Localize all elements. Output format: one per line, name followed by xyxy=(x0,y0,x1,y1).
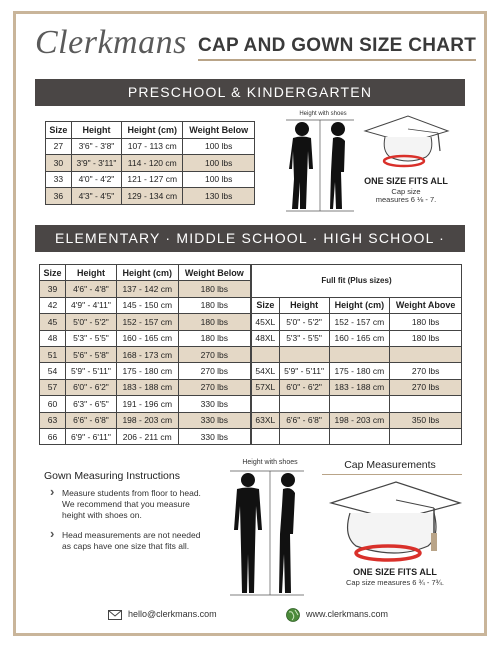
table-cell: 330 lbs xyxy=(178,412,250,428)
table-cell: 6'6" - 6'8" xyxy=(66,412,117,428)
table-cell: 4'0" - 4'2" xyxy=(71,171,121,188)
table-row xyxy=(40,428,251,444)
full-fit-size-table xyxy=(251,264,462,445)
table-cell: 5'9" - 5'11" xyxy=(279,363,329,379)
table-cell: 198 - 203 cm xyxy=(116,412,178,428)
elementary-heading: ELEMENTARY · MIDDLE SCHOOL · HIGH SCHOOL · xyxy=(35,225,465,252)
table-cell xyxy=(329,346,390,362)
table-cell: 5'6" - 5'8" xyxy=(66,346,117,362)
cap-title-underline xyxy=(322,474,462,475)
table-header-row xyxy=(40,265,251,281)
table-cell: 45 xyxy=(40,314,66,330)
table-cell: 160 - 165 cm xyxy=(329,330,390,346)
table-cell: 129 - 134 cm xyxy=(122,188,183,205)
standard-size-table xyxy=(39,264,251,445)
table-cell: 175 - 180 cm xyxy=(116,363,178,379)
table-row xyxy=(40,330,251,346)
table-row xyxy=(252,363,462,379)
figure-label: Height with shoes xyxy=(299,111,347,117)
table-row xyxy=(40,396,251,412)
table-cell xyxy=(279,396,329,412)
table-cell: 330 lbs xyxy=(178,428,250,444)
page-title: CAP AND GOWN SIZE CHART xyxy=(198,35,477,56)
table-header-row xyxy=(252,297,462,313)
table-row xyxy=(46,188,255,205)
adult-height-figure xyxy=(222,459,312,599)
website-link[interactable]: www.clerkmans.com xyxy=(306,609,389,619)
table-cell: 180 lbs xyxy=(178,281,250,297)
cap-size-label: Cap size xyxy=(391,187,421,196)
table-cell: 27 xyxy=(46,138,72,155)
table-cell: 180 lbs xyxy=(390,314,462,330)
table-cell xyxy=(252,396,280,412)
preschool-size-table xyxy=(45,121,255,205)
table-row xyxy=(40,379,251,395)
table-cell: 100 lbs xyxy=(183,155,255,172)
table-cell: 5'3" - 5'5" xyxy=(66,330,117,346)
table-row xyxy=(252,412,462,428)
table-row xyxy=(40,281,251,297)
table-cell: 180 lbs xyxy=(390,330,462,346)
table-cell: 330 lbs xyxy=(178,396,250,412)
table-cell: 175 - 180 cm xyxy=(329,363,390,379)
table-row xyxy=(46,171,255,188)
figure-label: Height with shoes xyxy=(242,459,298,466)
graduation-cap-large-icon xyxy=(328,478,463,568)
table-cell: 100 lbs xyxy=(183,171,255,188)
table-row xyxy=(40,412,251,428)
table-cell: 6'0" - 6'2" xyxy=(279,379,329,395)
table-row xyxy=(252,346,462,362)
preschool-heading: PRESCHOOL & KINDERGARTEN xyxy=(35,79,465,106)
table-row xyxy=(252,428,462,444)
list-item: › Measure students from floor to head. We recommend that you measure height with shoes on. xyxy=(50,488,210,521)
table-cell: 42 xyxy=(40,297,66,313)
table-cell xyxy=(390,396,462,412)
column-header: Weight Below xyxy=(178,265,250,281)
table-cell: 63 xyxy=(40,412,66,428)
brand-logo: Clerkmans xyxy=(35,24,187,61)
table-row xyxy=(46,138,255,155)
list-item: › Head measurements are not needed as caps have one size that fits all. xyxy=(50,530,210,552)
table-row xyxy=(40,314,251,330)
table-cell: 270 lbs xyxy=(178,363,250,379)
table-row xyxy=(252,379,462,395)
table-cell: 160 - 165 cm xyxy=(116,330,178,346)
column-header: Weight Below xyxy=(183,122,255,139)
table-cell: 152 - 157 cm xyxy=(116,314,178,330)
table-cell: 6'6" - 6'8" xyxy=(279,412,329,428)
table-cell: 183 - 188 cm xyxy=(329,379,390,395)
table-cell: 6'9" - 6'11" xyxy=(66,428,117,444)
title-underline xyxy=(198,59,476,61)
column-header: Size xyxy=(40,265,66,281)
table-cell: 198 - 203 cm xyxy=(329,412,390,428)
table-cell: 130 lbs xyxy=(183,188,255,205)
cap-size-range: Cap size measures 6 ¾ - 7¾. xyxy=(346,578,444,587)
table-cell: 114 - 120 cm xyxy=(122,155,183,172)
column-header: Height xyxy=(279,297,329,313)
table-cell xyxy=(252,428,280,444)
column-header: Height (cm) xyxy=(116,265,178,281)
envelope-icon xyxy=(108,610,122,620)
table-cell: 3'6" - 3'8" xyxy=(71,138,121,155)
table-row xyxy=(46,155,255,172)
table-cell: 5'3" - 5'5" xyxy=(279,330,329,346)
cap-size-range: measures 6 ⅛ - 7. xyxy=(375,195,437,204)
graduation-cap-icon xyxy=(360,111,450,171)
column-header: Height xyxy=(66,265,117,281)
column-header: Size xyxy=(252,297,280,313)
table-cell: 33 xyxy=(46,171,72,188)
cap-measurements-title: Cap Measurements xyxy=(344,459,436,471)
table-cell: 107 - 113 cm xyxy=(122,138,183,155)
table-row xyxy=(252,396,462,412)
table-cell xyxy=(279,428,329,444)
column-header: Height (cm) xyxy=(122,122,183,139)
table-cell xyxy=(252,346,280,362)
table-cell: 137 - 142 cm xyxy=(116,281,178,297)
table-cell: 6'3" - 6'5" xyxy=(66,396,117,412)
one-size-fits-all-label: ONE SIZE FITS ALL xyxy=(353,567,437,577)
table-cell: 152 - 157 cm xyxy=(329,314,390,330)
table-cell: 4'9" - 4'11" xyxy=(66,297,117,313)
column-header: Height xyxy=(71,122,121,139)
table-cell: 168 - 173 cm xyxy=(116,346,178,362)
table-cell: 183 - 188 cm xyxy=(116,379,178,395)
one-size-fits-all-label: ONE SIZE FITS ALL xyxy=(364,176,448,186)
table-cell: 350 lbs xyxy=(390,412,462,428)
table-cell xyxy=(329,428,390,444)
table-cell: 57XL xyxy=(252,379,280,395)
table-cell: 54XL xyxy=(252,363,280,379)
table-cell: 270 lbs xyxy=(390,363,462,379)
table-cell: 51 xyxy=(40,346,66,362)
table-row xyxy=(252,314,462,330)
table-cell: 145 - 150 cm xyxy=(116,297,178,313)
table-cell: 6'0" - 6'2" xyxy=(66,379,117,395)
table-cell: 66 xyxy=(40,428,66,444)
table-row xyxy=(40,297,251,313)
globe-icon xyxy=(286,608,300,622)
table-cell: 5'0" - 5'2" xyxy=(66,314,117,330)
column-header: Height (cm) xyxy=(329,297,390,313)
table-cell: 63XL xyxy=(252,412,280,428)
table-cell: 5'9" - 5'11" xyxy=(66,363,117,379)
table-cell: 3'9" - 3'11" xyxy=(71,155,121,172)
table-cell: 5'0" - 5'2" xyxy=(279,314,329,330)
table-cell: 206 - 211 cm xyxy=(116,428,178,444)
column-header: Size xyxy=(46,122,72,139)
table-cell: 30 xyxy=(46,155,72,172)
table-row xyxy=(40,363,251,379)
table-cell: 270 lbs xyxy=(390,379,462,395)
table-cell: 60 xyxy=(40,396,66,412)
table-cell xyxy=(390,428,462,444)
table-cell: 54 xyxy=(40,363,66,379)
table-cell: 180 lbs xyxy=(178,314,250,330)
table-cell: 36 xyxy=(46,188,72,205)
email-link[interactable]: hello@clerkmans.com xyxy=(128,609,217,619)
table-cell: 121 - 127 cm xyxy=(122,171,183,188)
table-cell: 180 lbs xyxy=(178,297,250,313)
table-cell: 57 xyxy=(40,379,66,395)
table-cell: 48 xyxy=(40,330,66,346)
table-row xyxy=(40,346,251,362)
full-fit-heading: Full fit (Plus sizes) xyxy=(252,265,462,298)
table-cell: 39 xyxy=(40,281,66,297)
table-cell xyxy=(279,346,329,362)
table-cell: 270 lbs xyxy=(178,346,250,362)
gown-instructions-list xyxy=(50,488,210,561)
gown-instructions-title: Gown Measuring Instructions xyxy=(44,470,180,482)
table-cell xyxy=(329,396,390,412)
column-header: Weight Above xyxy=(390,297,462,313)
table-cell: 100 lbs xyxy=(183,138,255,155)
table-cell: 45XL xyxy=(252,314,280,330)
preschool-height-figure xyxy=(280,111,360,211)
table-cell: 180 lbs xyxy=(178,330,250,346)
table-cell: 270 lbs xyxy=(178,379,250,395)
adult-silhouettes-icon xyxy=(222,468,312,598)
table-cell: 191 - 196 cm xyxy=(116,396,178,412)
table-header-row xyxy=(252,265,462,298)
table-cell: 48XL xyxy=(252,330,280,346)
table-cell: 4'6" - 4'8" xyxy=(66,281,117,297)
table-cell xyxy=(390,346,462,362)
child-silhouettes-icon xyxy=(280,117,360,213)
table-row xyxy=(252,330,462,346)
table-header-row xyxy=(46,122,255,139)
table-cell: 4'3" - 4'5" xyxy=(71,188,121,205)
